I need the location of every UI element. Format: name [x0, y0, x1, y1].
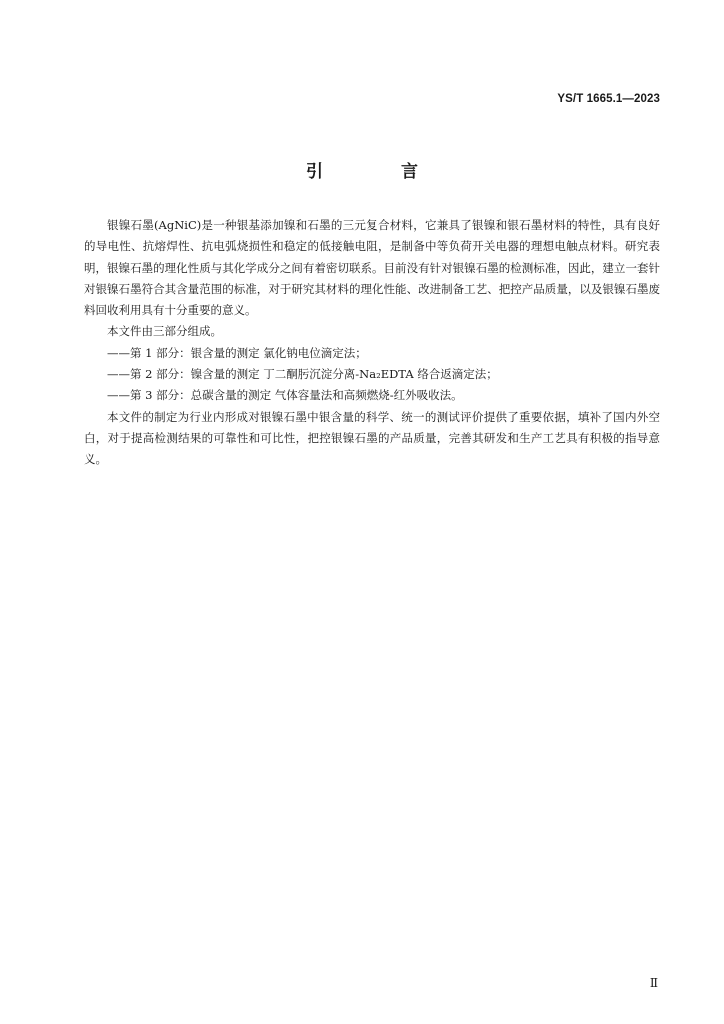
- intro-paragraph-2: 本文件由三部分组成。: [107, 324, 222, 339]
- page-number: Ⅱ: [649, 976, 658, 990]
- section-title: 引 言: [306, 162, 454, 182]
- introduction-body: [84, 215, 660, 471]
- intro-paragraph-3: 本文件的制定为行业内形成对银镍石墨中银含量的科学、统一的测试评价提供了重要依据，填补了国内外空白，对于提高检测结果的可靠性和可比性，把控银镍石墨的产品质量，完善其研发和生产工艺具有积极的指导意义。: [84, 409, 660, 467]
- part-list-item-1: ——第 1 部分：银含量的测定 氯化钠电位滴定法；: [107, 345, 367, 360]
- standard-code: YS/T 1665.1—2023: [557, 93, 660, 105]
- part-list-item-3: ——第 3 部分：总碳含量的测定 气体容量法和高频燃烧-红外吸收法。: [107, 388, 463, 403]
- intro-paragraph-1: 银镍石墨(AgNiC)是一种银基添加镍和石墨的三元复合材料，它兼具了银镍和银石墨材料的特性，具有良好的导电性、抗熔焊性、抗电弧烧损性和稳定的低接触电阻，是制备中等负荷开关电器的理想电触点材料。研究表明，银镍石墨的理化性质与其化学成分之间有着密切联系。目前没有针对银镍石墨的检测标准，因此，建立一套针对银镍石墨符合其含量范围的标准，对于研究其材料的理化性能、改进制备工艺、把控产品质量，以及银镍石墨废料回收利用具有十分重要的意义。: [84, 218, 660, 318]
- part-list-item-2: ——第 2 部分：镍含量的测定 丁二酮肟沉淀分离-Na₂EDTA 络合返滴定法；: [107, 367, 498, 382]
